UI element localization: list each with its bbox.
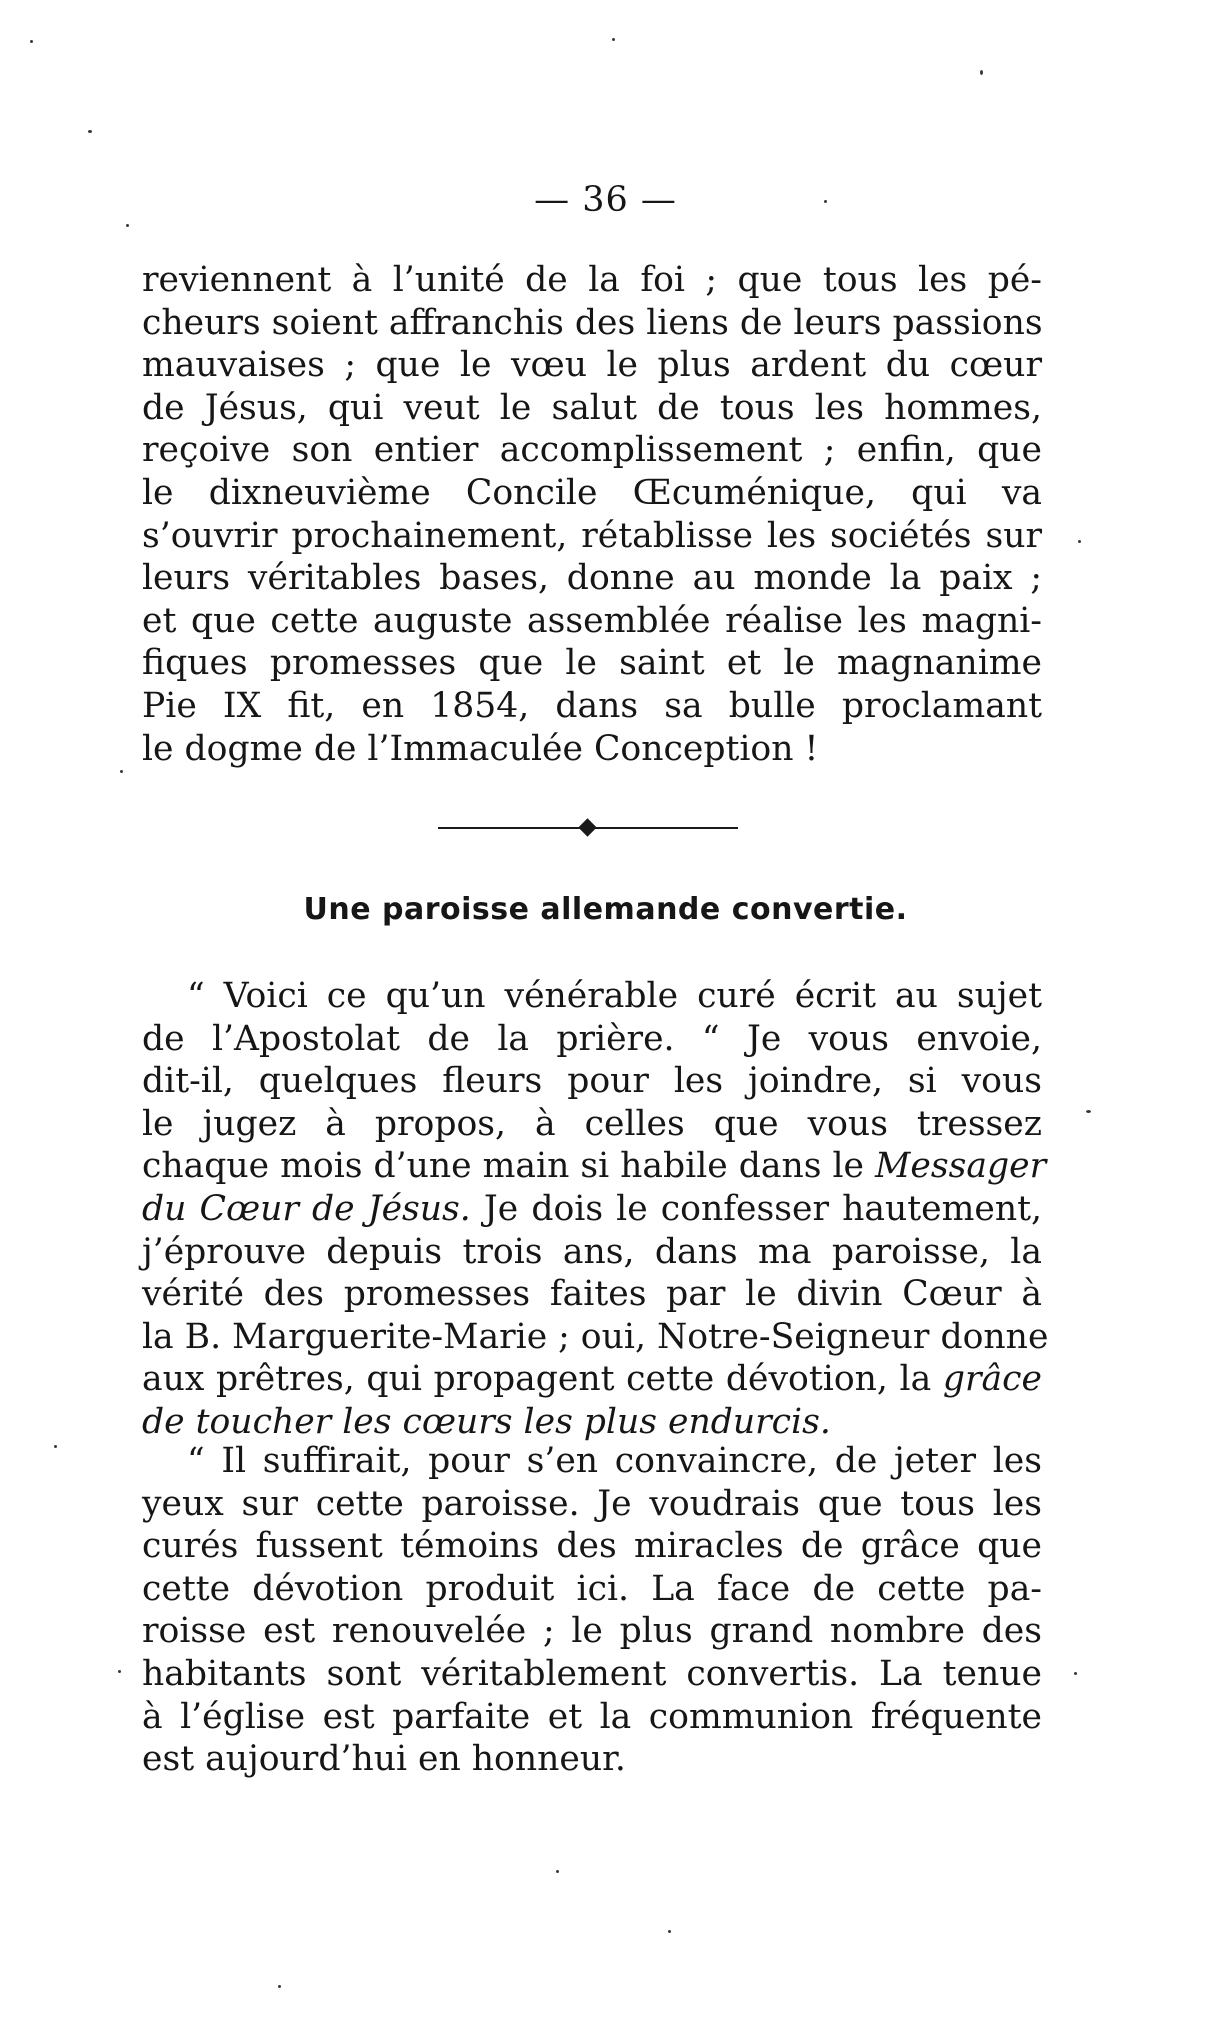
scan-speck [980, 70, 983, 75]
text-line: à l’église est parfaite et la communion fréquente [142, 1696, 1042, 1737]
text-run: Je dois le confesser hautement, [483, 1188, 1042, 1229]
text-line: “ Voici ce qu’un vénérable curé écrit au sujet [187, 976, 1042, 1016]
italic-emphasis-run: de toucher les cœurs les plus endurcis. [142, 1401, 831, 1442]
scan-speck [668, 1930, 671, 1933]
text-run: aux prêtres, qui propagent cette dévotion, la [142, 1359, 932, 1400]
text-line [142, 1358, 1042, 1401]
scan-speck [126, 224, 129, 227]
text-line: la B. Marguerite-Marie ; oui, Notre-Seigneur donne [142, 1316, 1049, 1357]
text-line: fiques promesses que le saint et le magnanime [142, 643, 1042, 684]
italic-title-run: Messager [875, 1146, 1047, 1187]
text-line: de Jésus, qui veut le salut de tous les hommes, [142, 387, 1042, 428]
text-line: j’éprouve depuis trois ans, dans ma paroisse, la [142, 1231, 1042, 1272]
text-line: cheurs soient affranchis des liens de leurs passions [142, 302, 1043, 343]
text-run: chaque mois d’une main si habile dans le [142, 1146, 865, 1187]
section-heading: Une paroisse allemande convertie. [303, 892, 908, 927]
text-line: habitants sont véritablement convertis. La tenue [142, 1653, 1042, 1694]
text-line: reçoive son entier accomplissement ; enfin, que [142, 430, 1042, 471]
text-line: le dogme de l’Immaculée Conception ! [142, 728, 819, 769]
text-line: est aujourd’hui en honneur. [142, 1739, 626, 1780]
text-line [142, 1145, 1047, 1188]
scan-speck [88, 130, 92, 133]
text-line: reviennent à l’unité de la foi ; que tous les pé- [142, 260, 1042, 300]
scan-speck [278, 1985, 281, 1988]
scan-speck [1074, 1672, 1077, 1675]
paragraph-cure-letter [142, 975, 1049, 1444]
scan-speck [612, 38, 615, 41]
scan-speck [556, 1870, 559, 1873]
paragraph-prayer-intentions [142, 259, 1042, 770]
scan-speck [54, 1445, 57, 1448]
text-line: cette dévotion produit ici. La face de cette pa- [142, 1568, 1042, 1609]
text-line: “ Il suffirait, pour s’en convaincre, de jeter les [187, 1441, 1042, 1481]
text-line: leurs véritables bases, donne au monde la paix ; [142, 558, 1042, 599]
italic-emphasis-run: grâce [942, 1359, 1042, 1400]
divider-diamond-ornament [578, 818, 596, 836]
text-line: vérité des promesses faites par le divin Cœur à [142, 1274, 1042, 1315]
text-line [142, 1188, 1042, 1231]
text-line: Pie IX fit, en 1854, dans sa bulle proclamant [142, 685, 1042, 726]
scan-speck [30, 40, 33, 43]
scan-speck [118, 1670, 121, 1673]
scan-speck [1086, 1110, 1091, 1113]
text-line: et que cette auguste assemblée réalise les magni- [142, 600, 1042, 641]
scan-speck [120, 770, 123, 773]
text-line [142, 1401, 1042, 1444]
text-line: de l’Apostolat de la prière. “ Je vous envoie, [142, 1018, 1042, 1059]
page-number: — 36 — [534, 180, 677, 220]
paragraph-parish-conversion [142, 1440, 1042, 1781]
text-line: mauvaises ; que le vœu le plus ardent du cœur [142, 345, 1042, 386]
italic-title-run: du Cœur de Jésus. [142, 1188, 471, 1229]
text-line: curés fussent témoins des miracles de grâce que [142, 1526, 1042, 1567]
text-line: le dixneuvième Concile Œcuménique, qui va [142, 472, 1042, 513]
text-line: roisse est renouvelée ; le plus grand nombre des [142, 1611, 1042, 1652]
text-line: s’ouvrir prochainement, rétablisse les sociétés sur [142, 515, 1042, 556]
text-line: yeux sur cette paroisse. Je voudrais que tous les [142, 1483, 1042, 1524]
text-line: dit-il, quelques fleurs pour les joindre, si vous [142, 1061, 1042, 1102]
scan-speck [824, 200, 827, 203]
scan-speck [1078, 540, 1081, 543]
text-line: le jugez à propos, à celles que vous tressez [142, 1103, 1042, 1144]
